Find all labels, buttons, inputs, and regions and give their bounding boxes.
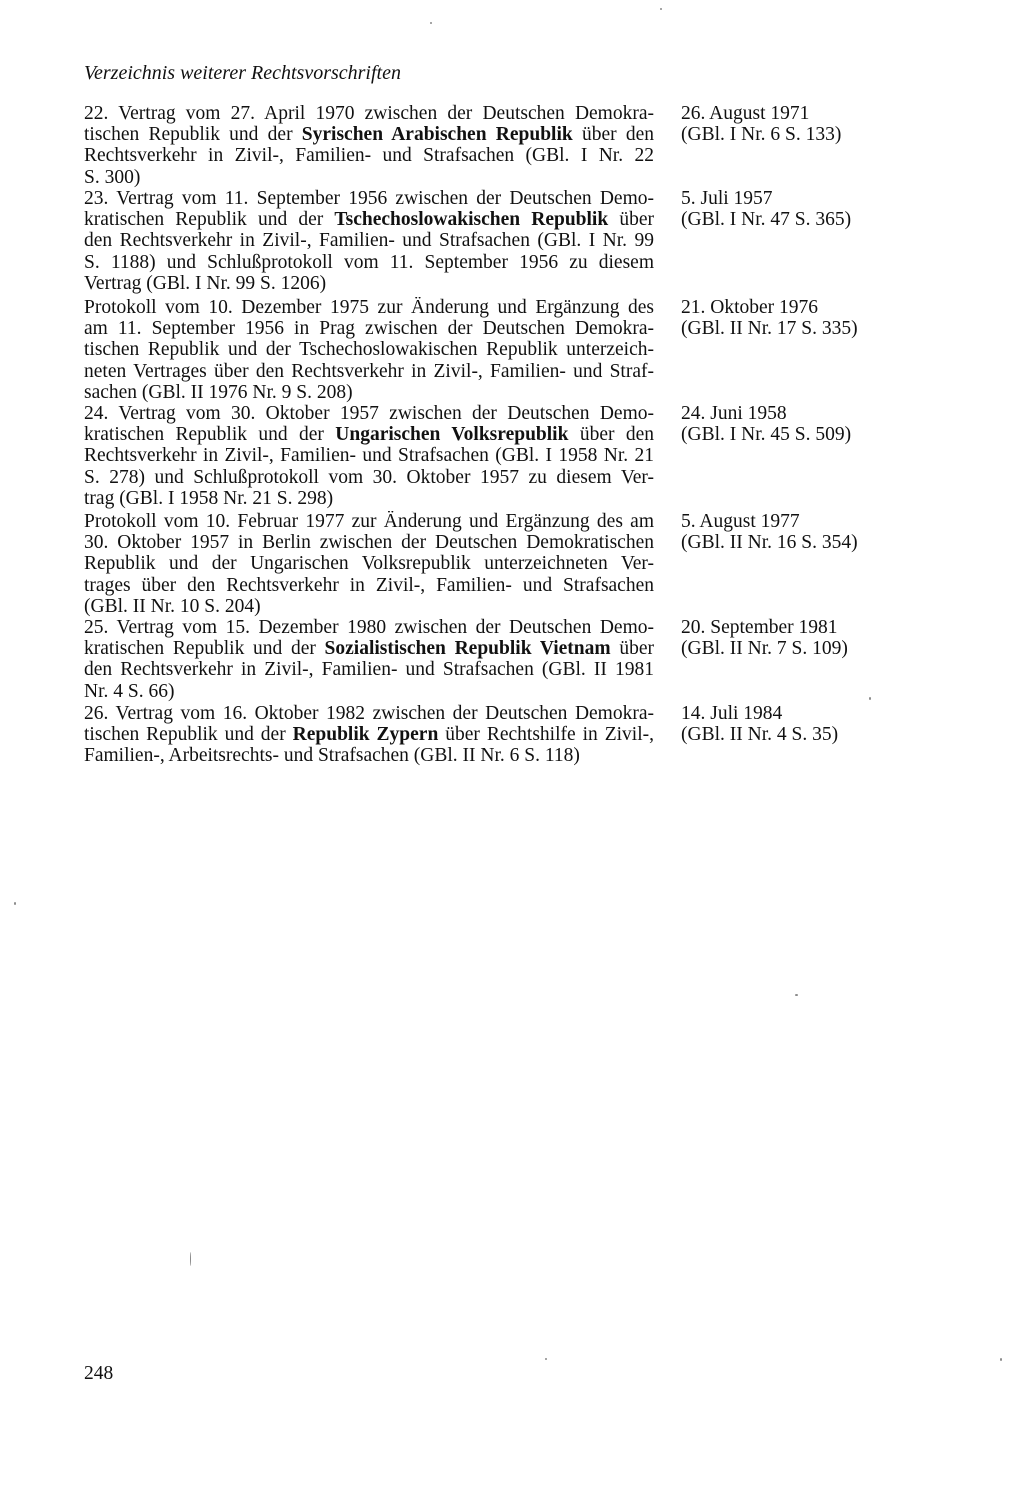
entry-line xyxy=(84,382,654,403)
scan-speck xyxy=(795,994,798,996)
entry-line-text: S. 1188) und Schlußprotokoll vom 11. September 1956 zu diesem xyxy=(84,251,654,273)
entry-line-text: den Rechtsverkehr in Zivil-, Familien- und Strafsachen (GBl. II 1981 xyxy=(84,659,654,681)
entry-gazette-ref: (GBl. II Nr. 17 S. 335) xyxy=(681,318,858,340)
scan-speck xyxy=(430,22,432,24)
entry-line-text: den Rechtsverkehr in Zivil-, Familien- und Strafsachen (GBl. I Nr. 99 xyxy=(84,230,654,252)
entry-date: 20. September 1981 xyxy=(681,617,838,638)
entry-line-text: (GBl. II Nr. 10 S. 204) xyxy=(84,595,261,617)
entry-date: 5. August 1977 xyxy=(681,511,800,532)
entry-date: 14. Juli 1984 xyxy=(681,703,783,724)
entry-line xyxy=(84,124,654,145)
page-number: 248 xyxy=(84,1363,114,1384)
entry-line xyxy=(84,273,654,294)
scan-speck xyxy=(545,1358,547,1360)
entry-line-text: Rechtsverkehr in Zivil-, Familien- und Strafsachen (GBl. I 1958 Nr. 21 xyxy=(84,445,654,467)
entry-line-text: trag (GBl. I 1958 Nr. 21 S. 298) xyxy=(84,487,334,509)
entry-line-text: Nr. 4 S. 66) xyxy=(84,680,175,702)
entry-line xyxy=(84,318,654,339)
entry-line xyxy=(84,488,654,509)
entry-line xyxy=(84,188,654,209)
entry-line-text: Republik und der Ungarischen Volksrepublik unterzeichneten Ver- xyxy=(84,553,654,575)
entry-line-text: über xyxy=(610,638,654,660)
scan-speck xyxy=(660,8,662,10)
entry-line xyxy=(84,659,654,680)
entry-line xyxy=(84,145,654,166)
entry-line-text: tischen Republik und der xyxy=(84,124,302,146)
entry-date-block xyxy=(681,703,838,745)
entry-date-block xyxy=(681,103,841,145)
country-name: Ungarischen Volksrepublik xyxy=(335,424,569,446)
entry-line xyxy=(84,638,654,659)
entry-line-text: S. 300) xyxy=(84,166,141,188)
entry-line xyxy=(84,103,654,124)
entry-line-text: 26. Vertrag vom 16. Oktober 1982 zwischen der Deutschen Demokra- xyxy=(84,703,654,724)
entry-line xyxy=(84,467,654,488)
entry-line-text: über xyxy=(608,209,654,231)
entry-line-text: trages über den Rechtsverkehr in Zivil-, Familien- und Strafsachen xyxy=(84,574,654,596)
entry-line-text: kratischen Republik und der xyxy=(84,209,335,231)
entry-line xyxy=(84,575,654,596)
country-name: Sozialistischen Republik Vietnam xyxy=(324,638,611,660)
scan-speck xyxy=(869,697,871,700)
entry-text xyxy=(84,703,654,767)
entry-text xyxy=(84,511,654,617)
entry-line-text: 24. Vertrag vom 30. Oktober 1957 zwischen der Deutschen Demo- xyxy=(84,403,654,424)
entry-line xyxy=(84,703,654,724)
entry-line xyxy=(84,445,654,466)
entry-line xyxy=(84,339,654,360)
running-header: Verzeichnis weiterer Rechtsvorschriften xyxy=(84,62,401,84)
entry-line xyxy=(84,252,654,273)
scan-speck xyxy=(190,1252,191,1266)
entry-gazette-ref: (GBl. II Nr. 4 S. 35) xyxy=(681,724,839,746)
entry-line-text: Protokoll vom 10. Februar 1977 zur Änderung und Ergänzung des am xyxy=(84,511,654,532)
entry-date: 21. Oktober 1976 xyxy=(681,297,819,318)
entry-line xyxy=(84,361,654,382)
entry-line-text: über den xyxy=(568,424,654,446)
entry-line-text: Rechtsverkehr in Zivil-, Familien- und Strafsachen (GBl. I Nr. 22 xyxy=(84,145,654,167)
entry-line-text: S. 278) und Schlußprotokoll vom 30. Oktober 1957 zu diesem Ver- xyxy=(84,466,654,488)
entry-line xyxy=(84,424,654,445)
entry-text xyxy=(84,188,654,294)
entry-line-text: sachen (GBl. II 1976 Nr. 9 S. 208) xyxy=(84,381,353,403)
entry-line-text: Vertrag (GBl. I Nr. 99 S. 1206) xyxy=(84,272,327,294)
entry-date-block xyxy=(681,297,858,339)
country-name: Tschechoslowakischen Republik xyxy=(334,209,609,231)
entry-gazette-ref: (GBl. II Nr. 7 S. 109) xyxy=(681,638,848,660)
entry-text xyxy=(84,297,654,403)
entry-date-block xyxy=(681,617,848,659)
entry-text xyxy=(84,617,654,702)
entry-gazette-ref: (GBl. I Nr. 6 S. 133) xyxy=(681,124,842,146)
entry-line xyxy=(84,230,654,251)
entry-line-text: tischen Republik und der Tschechoslowakischen Republik unterzeich- xyxy=(84,339,654,361)
entry-line-text: Protokoll vom 10. Dezember 1975 zur Änderung und Ergänzung des xyxy=(84,297,654,318)
entry-line-text: 23. Vertrag vom 11. September 1956 zwischen der Deutschen Demo- xyxy=(84,188,654,209)
entry-line xyxy=(84,209,654,230)
entry-line xyxy=(84,596,654,617)
entry-line xyxy=(84,681,654,702)
entry-line xyxy=(84,403,654,424)
entry-date-block xyxy=(681,188,851,230)
entry-line-text: am 11. September 1956 in Prag zwischen der Deutschen Demokra- xyxy=(84,318,654,340)
entry-date: 26. August 1971 xyxy=(681,103,810,124)
entry-gazette-ref: (GBl. I Nr. 45 S. 509) xyxy=(681,424,852,446)
scan-speck xyxy=(1000,1358,1002,1361)
country-name: Syrischen Arabischen Republik xyxy=(301,124,573,146)
entry-line xyxy=(84,745,654,766)
entry-line xyxy=(84,617,654,638)
entry-gazette-ref: (GBl. II Nr. 16 S. 354) xyxy=(681,532,858,554)
entry-date-block xyxy=(681,511,858,553)
entry-line-text: 25. Vertrag vom 15. Dezember 1980 zwischen der Deutschen Demo- xyxy=(84,617,654,638)
entry-date: 5. Juli 1957 xyxy=(681,188,773,209)
entry-line-text: Familien-, Arbeitsrechts- und Strafsachen (GBl. II Nr. 6 S. 118) xyxy=(84,745,580,767)
entry-line xyxy=(84,532,654,553)
entry-date-block xyxy=(681,403,851,445)
entry-line xyxy=(84,297,654,318)
entry-line-text: tischen Republik und der xyxy=(84,724,293,746)
entry-line-text: kratischen Republik und der xyxy=(84,638,325,660)
entry-line-text: kratischen Republik und der xyxy=(84,424,336,446)
entry-line-text: 30. Oktober 1957 in Berlin zwischen der Deutschen Demokratischen xyxy=(84,532,654,554)
country-name: Republik Zypern xyxy=(292,724,439,746)
entry-line-text: neten Vertrages über den Rechtsverkehr in Zivil-, Familien- und Straf- xyxy=(84,360,654,382)
entry-line xyxy=(84,724,654,745)
entry-line xyxy=(84,553,654,574)
entry-gazette-ref: (GBl. I Nr. 47 S. 365) xyxy=(681,209,852,231)
entry-line xyxy=(84,511,654,532)
entry-line-text: über Rechtshilfe in Zivil-, xyxy=(438,724,654,746)
entry-text xyxy=(84,403,654,509)
entry-date: 24. Juni 1958 xyxy=(681,403,787,424)
entry-line-text: 22. Vertrag vom 27. April 1970 zwischen der Deutschen Demokra- xyxy=(84,103,654,124)
entry-line-text: über den xyxy=(572,124,654,146)
scan-speck xyxy=(14,902,16,905)
entry-line xyxy=(84,167,654,188)
entry-text xyxy=(84,103,654,188)
